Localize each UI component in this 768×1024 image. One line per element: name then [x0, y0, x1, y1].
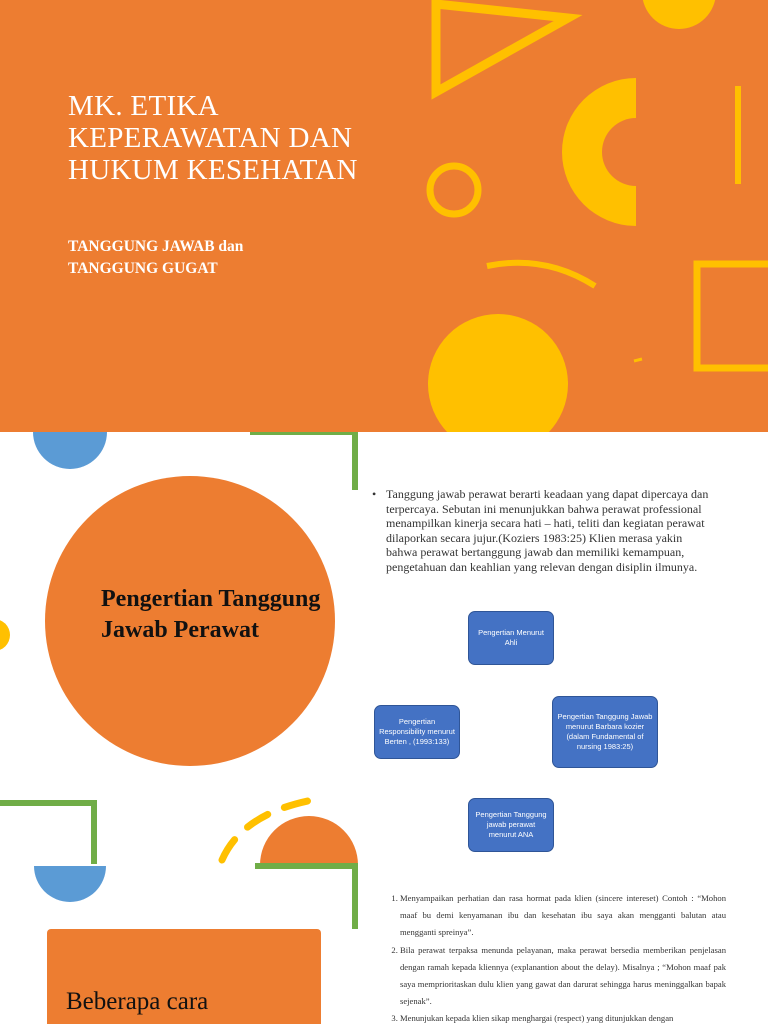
card-heading: Beberapa cara — [66, 988, 209, 1015]
decorative-shapes — [0, 0, 768, 432]
content-slide — [0, 432, 768, 1024]
yellow-large-circle — [428, 314, 568, 432]
diagram-box-center — [468, 611, 554, 665]
diagram-box-left-text: Pengertian Responsibility menurut Berten , (1993:133) — [379, 717, 455, 746]
green-triangle-lower — [255, 866, 355, 929]
definition-text: Tanggung jawab perawat berarti keadaan yang dapat dipercaya dan terpercaya. Sebutan ini menunjukkan bahwa perawat professional menampilkan kinerja secara hati – hati, teliti dan kegiatan perawat dilaporkan secara jujur.(Koziers 1983:25) Klien merasa yakin bahwa perawat bertanggung jawab dan memiliki kemampuan, pengetahuan dan keahlian yang relevan dengan disiplin ilmunya. — [386, 487, 709, 574]
blue-half-circle-bottom — [34, 866, 106, 902]
yellow-square-outline — [697, 264, 768, 368]
green-triangle-shape — [250, 432, 355, 490]
definition-bullet — [372, 487, 716, 575]
orange-half-circle-shape — [260, 816, 358, 865]
subtitle-line-1: TANGGUNG JAWAB dan — [68, 238, 244, 255]
numbered-list — [386, 890, 726, 1024]
triangle-outline-shape — [436, 4, 568, 92]
list-item: 3. Menunjukan kepada klien sikap menghargai (respect) yang ditunjukkan dengan — [400, 1010, 726, 1024]
diagram-box-bottom — [468, 798, 554, 852]
green-bracket-shape — [0, 803, 94, 864]
presentation-title: MK. ETIKA KEPERAWATAN DAN HUKUM KESEHATAN — [68, 90, 358, 186]
title-slide — [0, 0, 768, 432]
diagram-box-bottom-text: Pengertian Tanggung jawab perawat menurut ANA — [475, 810, 547, 839]
list-item: 2. Bila perawat terpaksa menunda pelayanan, maka perawat bersedia memberikan penjelasan dengan ramah kepada kliennya (explanantion about the delay). Misalnya ; “Mohon maaf pak saya memprioritaskan dulu klien yang gawat dan darurat sehingga harus meninggalkan bapak sejenak”. — [400, 942, 726, 1011]
list-item: 1. Menyampaikan perhatian dan rasa hormat pada klien (sincere intereset) Contoh : “Mohon maaf bu demi kenyamanan ibu dan kesehatan ibu saya akan mengganti balutan atau mengganti spreinya”. — [400, 890, 726, 942]
yellow-circle-left-edge — [0, 619, 10, 651]
diagram-box-left — [374, 705, 460, 759]
presentation-subtitle — [68, 236, 368, 280]
yellow-circle-top — [642, 0, 716, 29]
subtitle-line-2: TANGGUNG GUGAT — [68, 260, 218, 277]
blue-half-circle-top — [33, 432, 107, 469]
yellow-half-ring-shape — [562, 78, 636, 226]
diagram-box-right-text: Pengertian Tanggung Jawab menurut Barbara kozier (dalam Fundamental of nursing 1983:25) — [557, 712, 653, 751]
yellow-ring-shape — [430, 166, 478, 214]
yellow-dash-shape — [634, 359, 642, 361]
diagram-box-center-text: Pengertian Menurut Ahli — [478, 628, 544, 647]
bullet-dot-icon: • — [372, 487, 377, 501]
yellow-arc-shape — [487, 263, 595, 286]
diagram-box-right — [552, 696, 658, 768]
section-title: Pengertian Tanggung Jawab Perawat — [101, 586, 321, 643]
